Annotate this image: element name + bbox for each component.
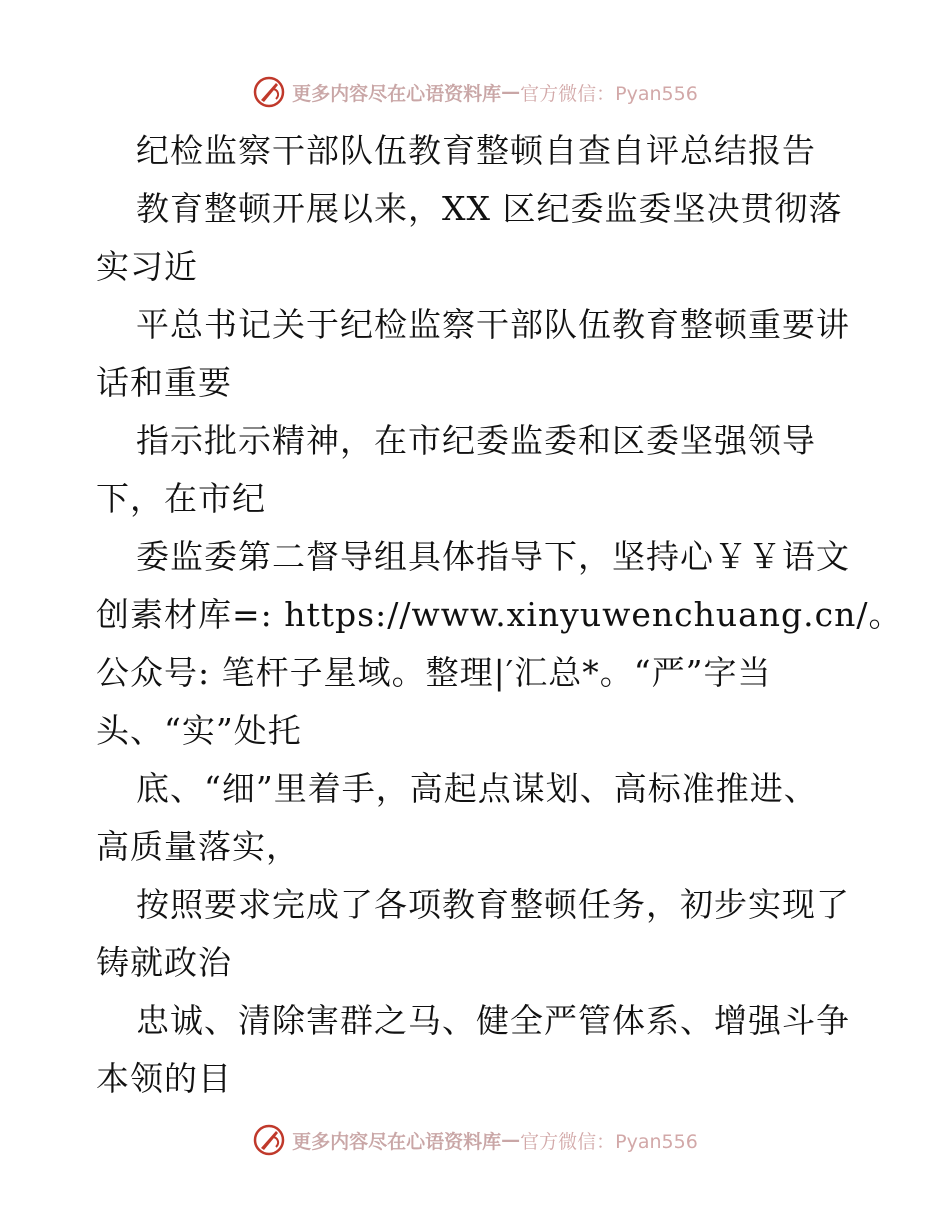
paragraph-line: 创素材库=: https://www.xinyuwenchuang.cn/。 (96, 595, 903, 634)
paragraph-line: 教育整顿开展以来，XX 区纪委监委坚决贯彻落 (136, 189, 843, 228)
quill-pen-logo-icon (252, 75, 286, 109)
paragraph-line: 铸就政治 (96, 943, 232, 982)
document-body (96, 122, 903, 1108)
paragraph-line: 下，在市纪 (96, 479, 266, 518)
header-banner-wechat: 官方微信：Pyan556 (520, 82, 698, 105)
paragraph-line: 头、“实”处托 (96, 711, 302, 750)
document-title: 纪检监察干部队伍教育整顿自查自评总结报告 (136, 131, 816, 170)
paragraph-line: 实习近 (96, 247, 198, 286)
header-banner-separator: — (501, 81, 521, 103)
header-banner (0, 72, 950, 112)
paragraph-line: 公众号: 笔杆子星域。整理|′汇总*。“严”字当 (96, 653, 772, 692)
footer-banner-main: 更多内容尽在心语资料库 (292, 1130, 502, 1153)
paragraph-line: 平总书记关于纪检监察干部队伍教育整顿重要讲 (136, 305, 850, 344)
paragraph-line: 指示批示精神，在市纪委监委和区委坚强领导 (136, 421, 816, 460)
quill-pen-logo-icon (252, 1123, 286, 1157)
footer-banner-wechat: 官方微信：Pyan556 (520, 1130, 698, 1153)
footer-banner-separator: — (501, 1129, 521, 1151)
footer-banner (0, 1120, 950, 1160)
paragraph-line: 高质量落实， (96, 827, 300, 866)
paragraph-line: 委监委第二督导组具体指导下，坚持心￥￥语文 (136, 537, 850, 576)
paragraph-line: 本领的目 (96, 1059, 232, 1098)
paragraph-line: 话和重要 (96, 363, 232, 402)
header-banner-main: 更多内容尽在心语资料库 (292, 82, 502, 105)
paragraph-line: 忠诚、清除害群之马、健全严管体系、增强斗争 (136, 1001, 850, 1040)
paragraph-line: 按照要求完成了各项教育整顿任务，初步实现了 (136, 885, 850, 924)
paragraph-line: 底、“细”里着手，高起点谋划、高标准推进、 (136, 769, 818, 808)
